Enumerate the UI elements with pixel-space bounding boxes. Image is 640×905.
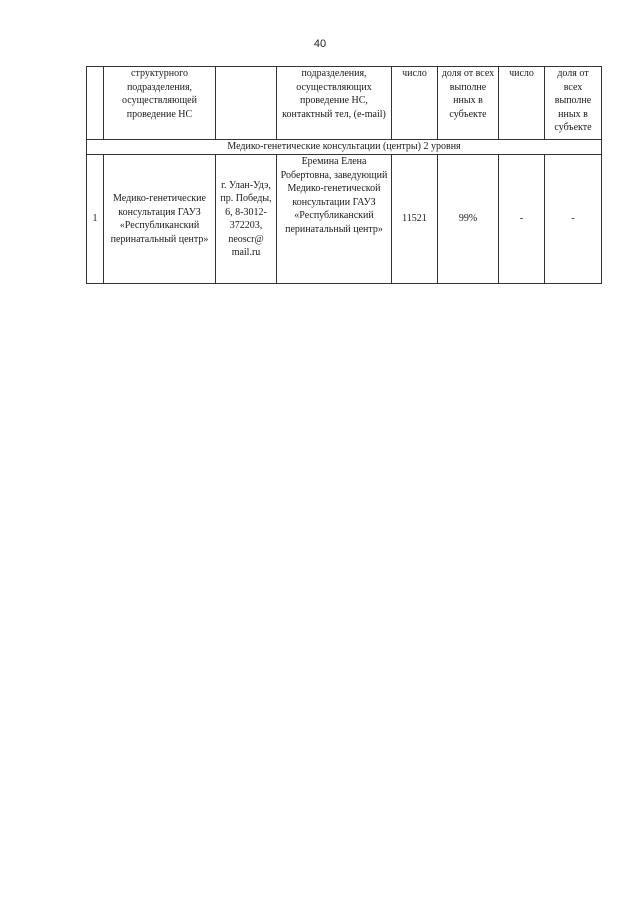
cell-address: г. Улан-Удэ, пр. Победы, 6, 8-3012-372203, neoscr@ mail.ru [216,155,277,284]
cell-contact: Еремина Елена Робертовна, заведующий Медико-генетической консультации ГАУЗ «Республиканский перинатальный центр» [277,155,392,284]
cell-count1: 11521 [392,155,438,284]
cell-share1: 99% [438,155,499,284]
table-header-continuation [87,67,602,140]
header-cell-contact: подразделения, осуществляющих проведение НС, контактный тел, (e-mail) [277,67,392,140]
section-row [87,140,602,155]
cell-share2: - [545,155,602,284]
header-cell-name: структурного подразделения, осуществляющей проведение НС [104,67,216,140]
header-cell-count1: число [392,67,438,140]
data-table [86,66,602,284]
header-cell-share2: доля от всех выполне нных в субъекте [545,67,602,140]
table-row [87,155,602,284]
header-cell-num [87,67,104,140]
cell-count2: - [499,155,545,284]
header-cell-address [216,67,277,140]
header-cell-count2: число [499,67,545,140]
page-number: 40 [313,38,327,50]
section-title: Медико-генетические консультации (центры) 2 уровня [87,140,602,155]
cell-name: Медико-генетические консультация ГАУЗ «Республиканский перинатальный центр» [104,155,216,284]
cell-num: 1 [87,155,104,284]
header-cell-share1: доля от всех выполне нных в субъекте [438,67,499,140]
